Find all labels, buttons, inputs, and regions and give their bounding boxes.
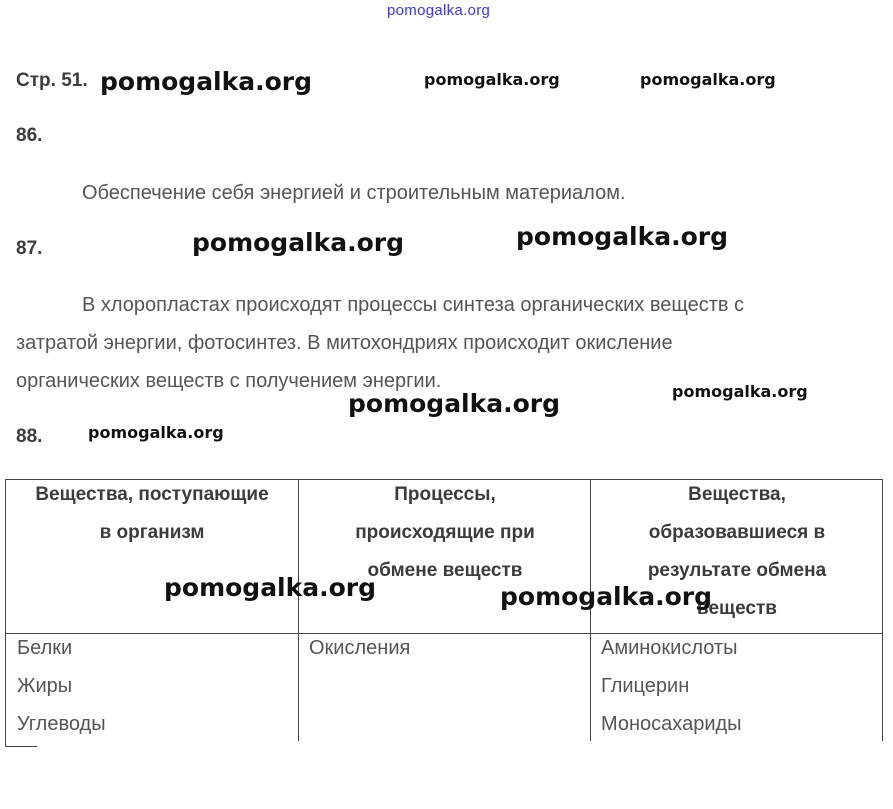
watermark: pomogalka.org [100,67,313,96]
table-column-divider [298,479,299,741]
watermark: pomogalka.org [88,423,224,442]
site-header-link[interactable]: pomogalka.org [387,2,491,19]
watermark: pomogalka.org [348,389,561,418]
table-bottom-border-fragment [5,746,37,747]
watermark: pomogalka.org [672,382,808,401]
table-cell [309,629,410,667]
list-item: Глицерин [601,675,690,697]
table-header-cell: Вещества, образовавшиеся в результате обмена веществ [647,484,827,619]
watermark: pomogalka.org [500,582,713,611]
watermark: pomogalka.org [640,70,776,89]
table-right-border [882,479,883,741]
watermark: pomogalka.org [424,70,560,89]
table-header-divider [5,633,883,634]
table-header-cell: Процессы, происходящие при обмене веществ [355,484,535,581]
page-label: Стр. 51. [16,70,88,91]
list-item: Белки [17,637,73,659]
list-item: Углеводы [17,713,106,735]
watermark: pomogalka.org [192,228,405,257]
list-item: Жиры [17,675,73,697]
list-item: Окисления [309,637,411,659]
section-86-text: Обеспечение себя энергией и строительным материалом. [82,182,626,204]
section-87-line-2: затратой энергии, фотосинтез. В митохондриях происходит окисление [16,332,673,354]
table-header-cell: Вещества, поступающие в организм [35,484,269,543]
section-number: 88. [16,426,43,447]
section-number: 86. [16,125,43,146]
section-number: 87. [16,238,43,259]
list-item: Моносахариды [601,713,742,735]
table-cell [17,629,106,743]
section-87-line-3: органических веществ с получением энергии. [16,370,442,392]
section-87-line-1: В хлоропластах происходят процессы синтеза органических веществ с [82,294,745,316]
table-cell [601,629,742,743]
list-item: Аминокислоты [601,637,738,659]
watermark: pomogalka.org [516,222,729,251]
table-left-border [5,479,6,747]
watermark: pomogalka.org [164,573,377,602]
